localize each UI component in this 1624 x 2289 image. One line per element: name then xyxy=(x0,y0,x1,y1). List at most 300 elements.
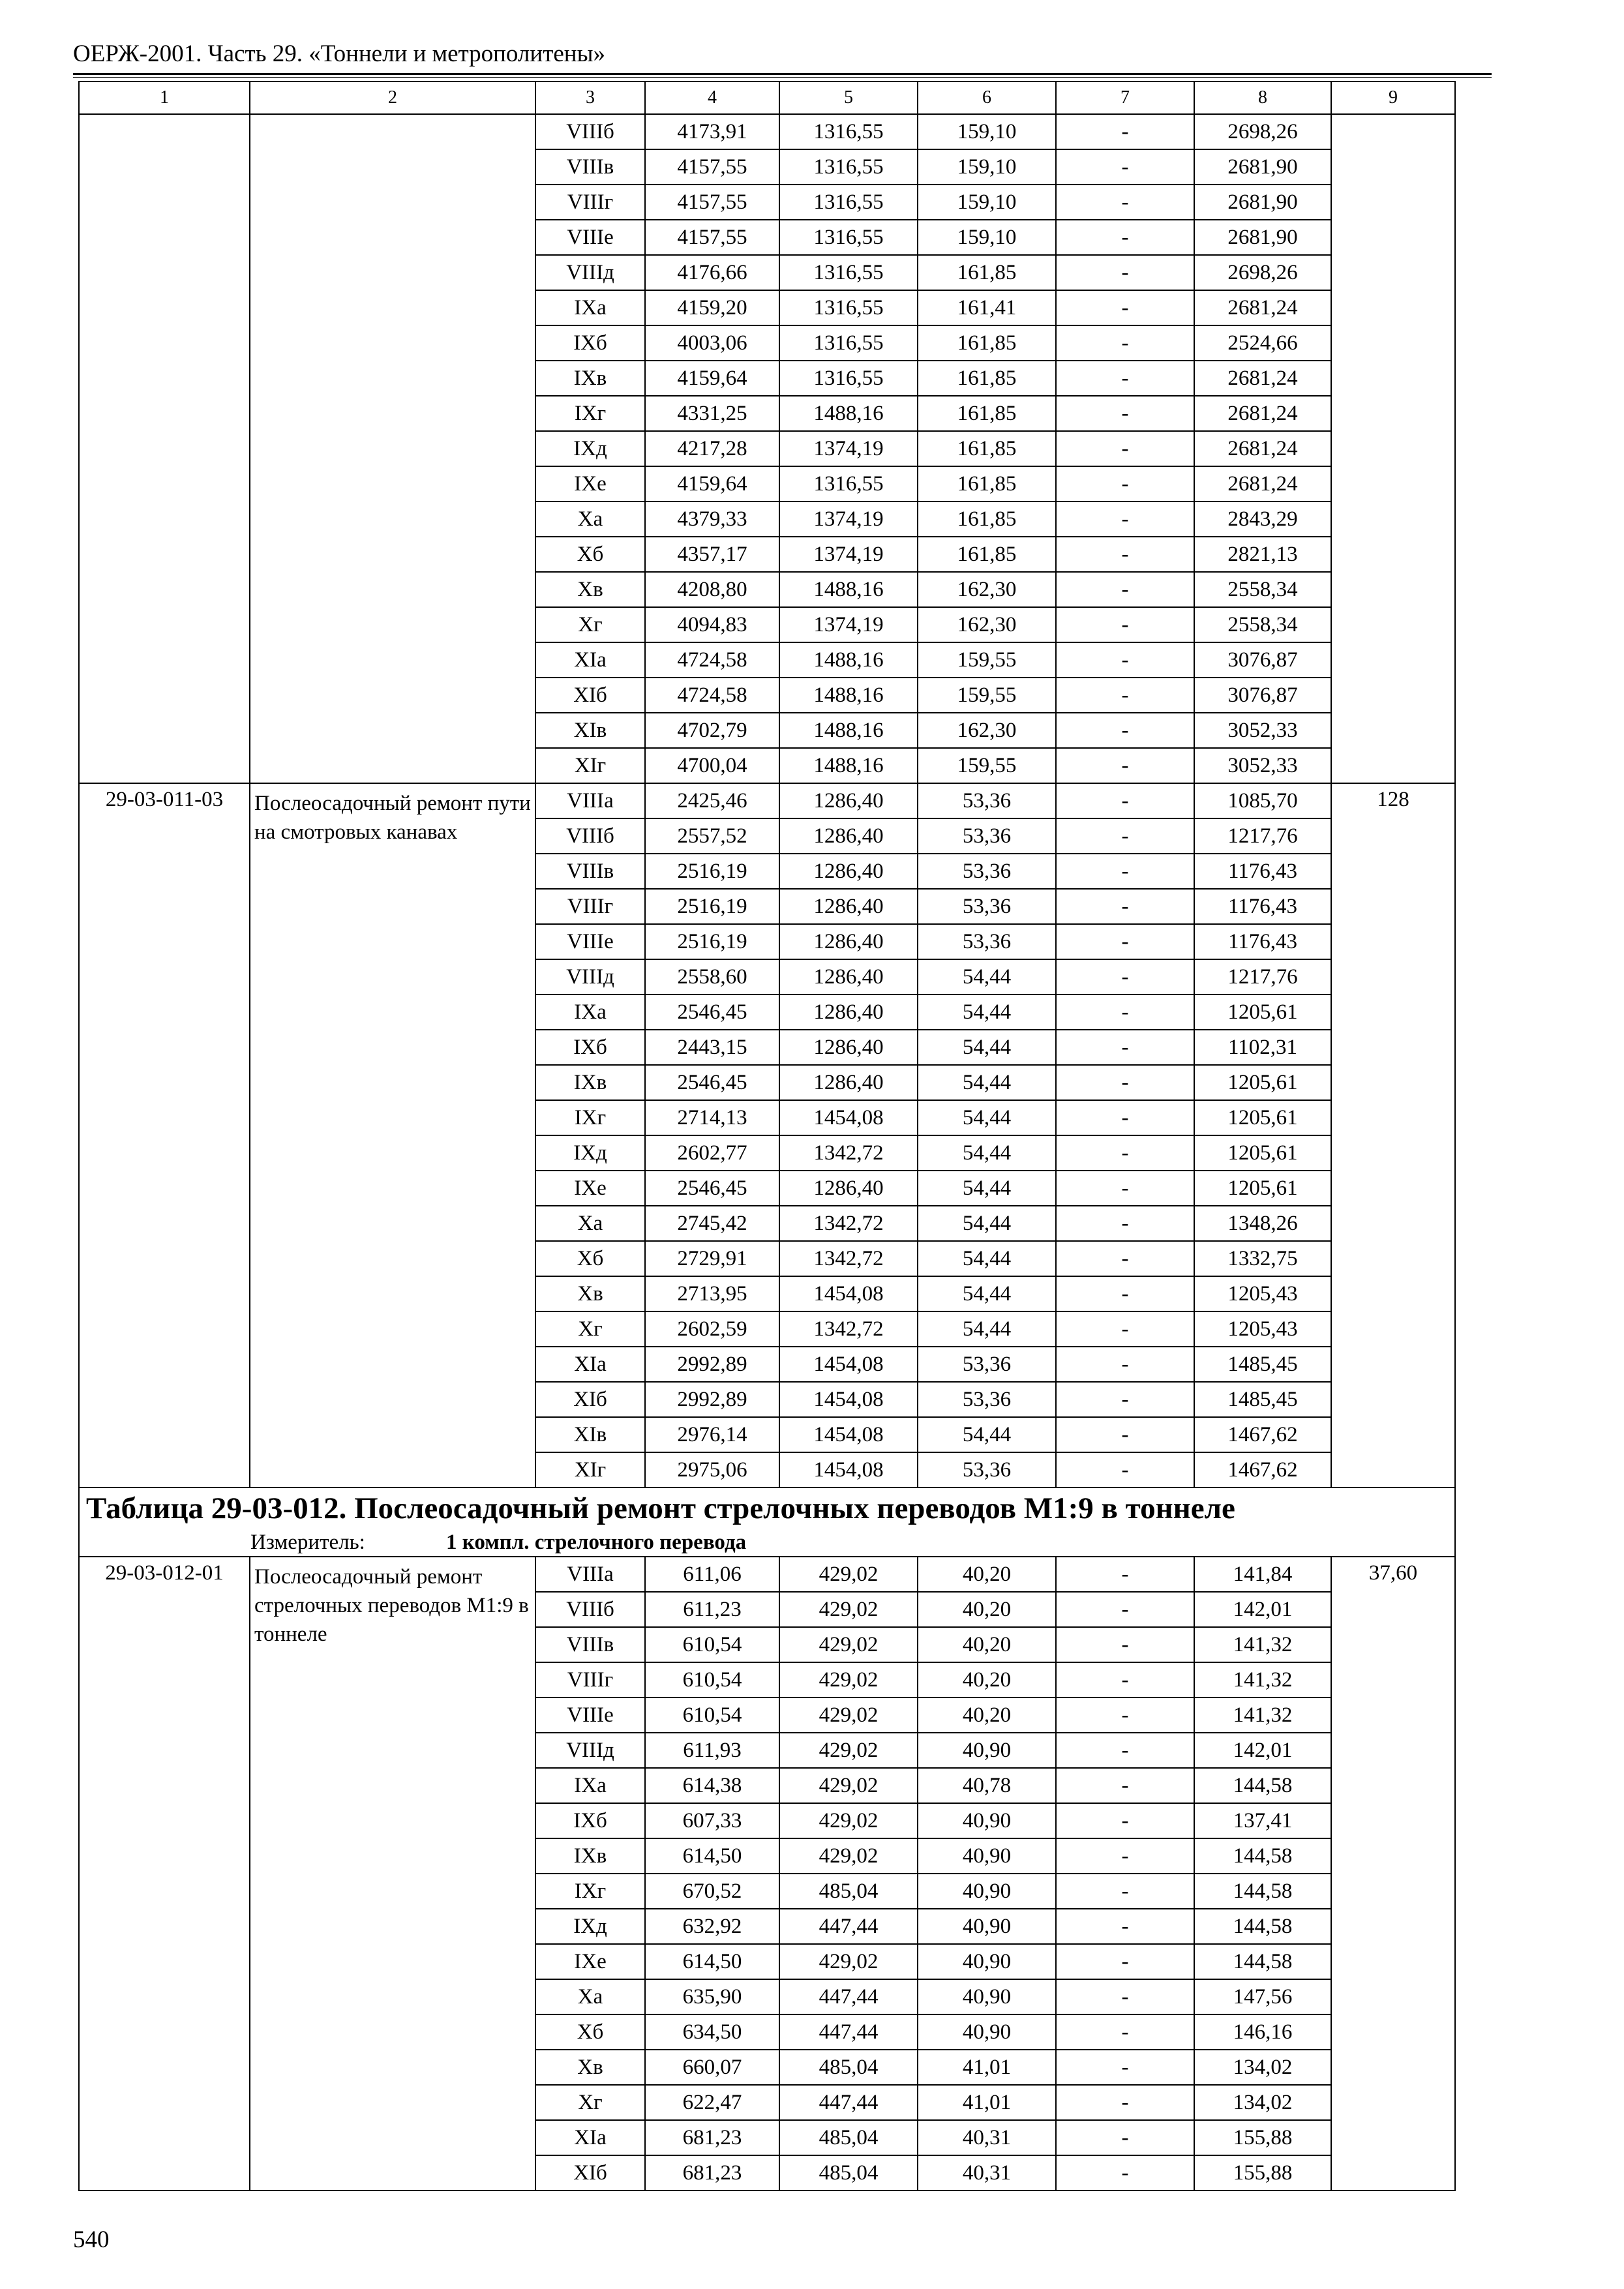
value-cell: 2557,52 xyxy=(645,818,779,854)
value-cell: 1316,55 xyxy=(779,220,918,255)
terrain-grade: Xа xyxy=(535,1979,645,2014)
value-cell: - xyxy=(1056,2155,1194,2191)
value-cell: 1374,19 xyxy=(779,431,918,466)
terrain-grade: XIв xyxy=(535,713,645,748)
terrain-grade: IXб xyxy=(535,1030,645,1065)
terrain-grade: IXа xyxy=(535,1768,645,1803)
rate-code: 29-03-011-03 xyxy=(79,783,250,1488)
value-cell: 40,31 xyxy=(918,2120,1056,2155)
terrain-grade: VIIIв xyxy=(535,149,645,185)
value-cell: 1205,43 xyxy=(1194,1311,1331,1347)
value-cell: 40,90 xyxy=(918,1979,1056,2014)
value-cell: 1342,72 xyxy=(779,1241,918,1276)
terrain-grade: VIIIб xyxy=(535,1592,645,1627)
value-cell: - xyxy=(1056,1944,1194,1979)
value-cell: 53,36 xyxy=(918,854,1056,889)
table-row xyxy=(79,1557,1455,1592)
value-cell: 4159,64 xyxy=(645,361,779,396)
terrain-grade: Xг xyxy=(535,2085,645,2120)
terrain-grade: IXг xyxy=(535,1874,645,1909)
value-cell: - xyxy=(1056,149,1194,185)
value-cell: 447,44 xyxy=(779,1909,918,1944)
value-cell: 2681,24 xyxy=(1194,466,1331,501)
value-cell: - xyxy=(1056,1627,1194,1662)
value-cell: 429,02 xyxy=(779,1733,918,1768)
value-cell: 611,06 xyxy=(645,1557,779,1592)
value-cell: 429,02 xyxy=(779,1944,918,1979)
value-cell: 144,58 xyxy=(1194,1768,1331,1803)
value-cell: 1205,61 xyxy=(1194,1171,1331,1206)
value-cell: 142,01 xyxy=(1194,1592,1331,1627)
value-cell: 1342,72 xyxy=(779,1206,918,1241)
value-cell: - xyxy=(1056,1382,1194,1417)
value-cell: - xyxy=(1056,255,1194,290)
value-cell: 1488,16 xyxy=(779,396,918,431)
value-cell: 1217,76 xyxy=(1194,959,1331,995)
value-cell: 1454,08 xyxy=(779,1100,918,1135)
value-cell: 54,44 xyxy=(918,1171,1056,1206)
work-description: Послеосадочный ремонт стрелочных переводов М1:9 в тоннеле xyxy=(250,1557,535,2191)
value-cell: 159,10 xyxy=(918,149,1056,185)
terrain-grade: IXе xyxy=(535,1944,645,1979)
column-number-row xyxy=(79,82,1455,114)
value-cell: 632,92 xyxy=(645,1909,779,1944)
value-cell: 2698,26 xyxy=(1194,114,1331,149)
value-cell: 4357,17 xyxy=(645,537,779,572)
value-cell: - xyxy=(1056,290,1194,325)
column-number: 9 xyxy=(1331,82,1455,114)
value-cell: - xyxy=(1056,854,1194,889)
terrain-grade: IXд xyxy=(535,1135,645,1171)
value-cell: 159,55 xyxy=(918,678,1056,713)
terrain-grade: Xв xyxy=(535,572,645,607)
table-row xyxy=(79,114,1455,149)
value-cell: 2713,95 xyxy=(645,1276,779,1311)
value-cell: 670,52 xyxy=(645,1874,779,1909)
value-cell: 485,04 xyxy=(779,2050,918,2085)
value-cell: 1316,55 xyxy=(779,255,918,290)
value-cell: 2425,46 xyxy=(645,783,779,818)
column-number: 8 xyxy=(1194,82,1331,114)
value-cell: 54,44 xyxy=(918,995,1056,1030)
value-cell: 1286,40 xyxy=(779,818,918,854)
value-cell: - xyxy=(1056,1874,1194,1909)
value-cell: 2681,90 xyxy=(1194,220,1331,255)
rate-code xyxy=(79,114,250,783)
value-cell: 1342,72 xyxy=(779,1135,918,1171)
value-cell: - xyxy=(1056,2120,1194,2155)
value-cell: - xyxy=(1056,431,1194,466)
terrain-grade: VIIIд xyxy=(535,1733,645,1768)
value-cell: 1454,08 xyxy=(779,1382,918,1417)
terrain-grade: XIб xyxy=(535,2155,645,2191)
value-cell: 1316,55 xyxy=(779,361,918,396)
value-cell: 1342,72 xyxy=(779,1311,918,1347)
value-cell: - xyxy=(1056,783,1194,818)
value-cell: 2524,66 xyxy=(1194,325,1331,361)
value-cell: 1485,45 xyxy=(1194,1382,1331,1417)
value-cell: 4176,66 xyxy=(645,255,779,290)
value-cell: 53,36 xyxy=(918,818,1056,854)
unit-cell xyxy=(79,1529,1455,1557)
terrain-grade: IXд xyxy=(535,1909,645,1944)
value-cell: 2698,26 xyxy=(1194,255,1331,290)
value-cell: 2729,91 xyxy=(645,1241,779,1276)
value-cell: 4157,55 xyxy=(645,185,779,220)
value-cell: 40,90 xyxy=(918,1803,1056,1838)
value-cell: 161,85 xyxy=(918,361,1056,396)
terrain-grade: IXд xyxy=(535,431,645,466)
value-cell: - xyxy=(1056,748,1194,783)
value-cell: 4702,79 xyxy=(645,713,779,748)
value-cell: 4208,80 xyxy=(645,572,779,607)
terrain-grade: XIг xyxy=(535,1452,645,1488)
value-cell: 53,36 xyxy=(918,1452,1056,1488)
value-cell: 2546,45 xyxy=(645,1065,779,1100)
value-cell: 40,90 xyxy=(918,2014,1056,2050)
unit-row xyxy=(79,1529,1455,1557)
value-cell: - xyxy=(1056,1100,1194,1135)
value-cell: 4379,33 xyxy=(645,501,779,537)
value-cell: 485,04 xyxy=(779,2155,918,2191)
value-cell: 161,85 xyxy=(918,396,1056,431)
value-cell: 429,02 xyxy=(779,1592,918,1627)
value-cell: 146,16 xyxy=(1194,2014,1331,2050)
value-cell: - xyxy=(1056,2014,1194,2050)
value-cell: 144,58 xyxy=(1194,1944,1331,1979)
value-cell: 1374,19 xyxy=(779,501,918,537)
value-cell: - xyxy=(1056,1135,1194,1171)
value-cell: 1316,55 xyxy=(779,114,918,149)
value-cell: 1467,62 xyxy=(1194,1452,1331,1488)
value-cell: 429,02 xyxy=(779,1803,918,1838)
terrain-grade: IXв xyxy=(535,1065,645,1100)
terrain-grade: XIб xyxy=(535,678,645,713)
value-cell: - xyxy=(1056,1662,1194,1698)
value-cell: 2558,34 xyxy=(1194,572,1331,607)
value-cell: 159,10 xyxy=(918,185,1056,220)
value-cell: 4700,04 xyxy=(645,748,779,783)
value-cell: 40,31 xyxy=(918,2155,1056,2191)
column-number: 6 xyxy=(918,82,1056,114)
value-cell: - xyxy=(1056,325,1194,361)
value-cell: 159,55 xyxy=(918,748,1056,783)
terrain-grade: VIIIв xyxy=(535,854,645,889)
terrain-grade: VIIIг xyxy=(535,1662,645,1698)
column-number: 3 xyxy=(535,82,645,114)
value-cell: 1488,16 xyxy=(779,572,918,607)
column-number: 2 xyxy=(250,82,535,114)
value-cell: - xyxy=(1056,2050,1194,2085)
value-cell: 54,44 xyxy=(918,1065,1056,1100)
value-cell: 2976,14 xyxy=(645,1417,779,1452)
value-cell: - xyxy=(1056,642,1194,678)
value-cell: 2602,77 xyxy=(645,1135,779,1171)
value-cell: - xyxy=(1056,1417,1194,1452)
value-cell: 2558,34 xyxy=(1194,607,1331,642)
value-cell: - xyxy=(1056,114,1194,149)
value-cell: 2443,15 xyxy=(645,1030,779,1065)
value-cell: 4724,58 xyxy=(645,678,779,713)
value-cell: 1332,75 xyxy=(1194,1241,1331,1276)
value-cell: 1286,40 xyxy=(779,995,918,1030)
value-cell: - xyxy=(1056,1241,1194,1276)
value-cell: 614,50 xyxy=(645,1838,779,1874)
value-cell: - xyxy=(1056,2085,1194,2120)
value-cell: 2558,60 xyxy=(645,959,779,995)
value-cell: 2821,13 xyxy=(1194,537,1331,572)
value-cell: 1205,61 xyxy=(1194,1100,1331,1135)
value-cell: 429,02 xyxy=(779,1627,918,1662)
column-number: 7 xyxy=(1056,82,1194,114)
value-cell: 681,23 xyxy=(645,2155,779,2191)
rate-code: 29-03-012-01 xyxy=(79,1557,250,2191)
value-cell: 2681,90 xyxy=(1194,185,1331,220)
value-cell: 53,36 xyxy=(918,1382,1056,1417)
terrain-grade: IXб xyxy=(535,325,645,361)
value-cell: - xyxy=(1056,678,1194,713)
value-cell: 40,20 xyxy=(918,1627,1056,1662)
value-cell: 2516,19 xyxy=(645,854,779,889)
value-cell: 40,78 xyxy=(918,1768,1056,1803)
value-cell: 141,32 xyxy=(1194,1698,1331,1733)
value-cell: 134,02 xyxy=(1194,2050,1331,2085)
value-cell: 159,55 xyxy=(918,642,1056,678)
value-cell: 3052,33 xyxy=(1194,748,1331,783)
value-cell: 40,20 xyxy=(918,1662,1056,1698)
value-cell: 622,47 xyxy=(645,2085,779,2120)
value-cell: 429,02 xyxy=(779,1557,918,1592)
value-cell: 142,01 xyxy=(1194,1733,1331,1768)
terrain-grade: VIIIб xyxy=(535,818,645,854)
value-cell: 1205,61 xyxy=(1194,1135,1331,1171)
value-cell: 4159,20 xyxy=(645,290,779,325)
value-cell: 1488,16 xyxy=(779,748,918,783)
value-cell: 1286,40 xyxy=(779,889,918,924)
value-cell: - xyxy=(1056,959,1194,995)
terrain-grade: IXг xyxy=(535,396,645,431)
value-cell: 485,04 xyxy=(779,2120,918,2155)
value-cell: 1454,08 xyxy=(779,1417,918,1452)
value-cell: 54,44 xyxy=(918,959,1056,995)
value-cell: 141,32 xyxy=(1194,1627,1331,1662)
terrain-grade: Xг xyxy=(535,1311,645,1347)
value-cell: 1454,08 xyxy=(779,1452,918,1488)
value-cell: 1286,40 xyxy=(779,1171,918,1206)
terrain-grade: VIIIв xyxy=(535,1627,645,1662)
value-cell: - xyxy=(1056,572,1194,607)
value-cell: - xyxy=(1056,361,1194,396)
column-9-value xyxy=(1331,114,1455,783)
value-cell: 611,23 xyxy=(645,1592,779,1627)
terrain-grade: IXе xyxy=(535,1171,645,1206)
value-cell: 660,07 xyxy=(645,2050,779,2085)
value-cell: 53,36 xyxy=(918,1347,1056,1382)
value-cell: - xyxy=(1056,1171,1194,1206)
value-cell: 634,50 xyxy=(645,2014,779,2050)
value-cell: 1286,40 xyxy=(779,1065,918,1100)
terrain-grade: VIIIе xyxy=(535,1698,645,1733)
header-rule-thin xyxy=(73,77,1492,78)
value-cell: 1217,76 xyxy=(1194,818,1331,854)
value-cell: 1205,43 xyxy=(1194,1276,1331,1311)
value-cell: 134,02 xyxy=(1194,2085,1331,2120)
value-cell: 161,85 xyxy=(918,325,1056,361)
value-cell: 2714,13 xyxy=(645,1100,779,1135)
value-cell: 40,90 xyxy=(918,1733,1056,1768)
value-cell: 162,30 xyxy=(918,713,1056,748)
value-cell: 2546,45 xyxy=(645,1171,779,1206)
value-cell: 1454,08 xyxy=(779,1347,918,1382)
value-cell: 1176,43 xyxy=(1194,889,1331,924)
value-cell: 54,44 xyxy=(918,1241,1056,1276)
terrain-grade: Xв xyxy=(535,2050,645,2085)
terrain-grade: IXв xyxy=(535,361,645,396)
value-cell: 54,44 xyxy=(918,1311,1056,1347)
value-cell: 1454,08 xyxy=(779,1276,918,1311)
value-cell: 1374,19 xyxy=(779,607,918,642)
value-cell: - xyxy=(1056,466,1194,501)
terrain-grade: VIIIб xyxy=(535,114,645,149)
table-title-row xyxy=(79,1488,1455,1529)
value-cell: 447,44 xyxy=(779,2014,918,2050)
value-cell: 614,38 xyxy=(645,1768,779,1803)
value-cell: 2602,59 xyxy=(645,1311,779,1347)
value-cell: 429,02 xyxy=(779,1698,918,1733)
value-cell: - xyxy=(1056,607,1194,642)
value-cell: - xyxy=(1056,1909,1194,1944)
value-cell: 4217,28 xyxy=(645,431,779,466)
value-cell: - xyxy=(1056,1557,1194,1592)
value-cell: 4157,55 xyxy=(645,220,779,255)
value-cell: 2516,19 xyxy=(645,889,779,924)
value-cell: 2546,45 xyxy=(645,995,779,1030)
terrain-grade: VIIIе xyxy=(535,924,645,959)
value-cell: 1205,61 xyxy=(1194,1065,1331,1100)
value-cell: 4157,55 xyxy=(645,149,779,185)
value-cell: 1176,43 xyxy=(1194,854,1331,889)
value-cell: - xyxy=(1056,1206,1194,1241)
value-cell: 3076,87 xyxy=(1194,678,1331,713)
terrain-grade: VIIIг xyxy=(535,889,645,924)
value-cell: - xyxy=(1056,818,1194,854)
terrain-grade: IXа xyxy=(535,290,645,325)
value-cell: 447,44 xyxy=(779,2085,918,2120)
unit-label: Измеритель: xyxy=(250,1530,365,1554)
value-cell: 4724,58 xyxy=(645,642,779,678)
value-cell: 161,41 xyxy=(918,290,1056,325)
value-cell: 155,88 xyxy=(1194,2155,1331,2191)
value-cell: 2975,06 xyxy=(645,1452,779,1488)
value-cell: 1316,55 xyxy=(779,466,918,501)
value-cell: 159,10 xyxy=(918,220,1056,255)
value-cell: 161,85 xyxy=(918,431,1056,466)
value-cell: 2681,24 xyxy=(1194,431,1331,466)
value-cell: 144,58 xyxy=(1194,1838,1331,1874)
value-cell: 2681,24 xyxy=(1194,396,1331,431)
terrain-grade: IXв xyxy=(535,1838,645,1874)
value-cell: 429,02 xyxy=(779,1838,918,1874)
value-cell: 2992,89 xyxy=(645,1347,779,1382)
value-cell: 681,23 xyxy=(645,2120,779,2155)
terrain-grade: VIIIа xyxy=(535,1557,645,1592)
column-9-value: 128 xyxy=(1331,783,1455,1488)
value-cell: 1102,31 xyxy=(1194,1030,1331,1065)
unit-value: 1 компл. стрелочного перевода xyxy=(446,1530,747,1554)
value-cell: 40,90 xyxy=(918,1944,1056,1979)
value-cell: 611,93 xyxy=(645,1733,779,1768)
value-cell: 53,36 xyxy=(918,924,1056,959)
value-cell: - xyxy=(1056,1838,1194,1874)
value-cell: 54,44 xyxy=(918,1100,1056,1135)
value-cell: 159,10 xyxy=(918,114,1056,149)
value-cell: 1316,55 xyxy=(779,185,918,220)
terrain-grade: XIа xyxy=(535,642,645,678)
value-cell: 614,50 xyxy=(645,1944,779,1979)
value-cell: 1176,43 xyxy=(1194,924,1331,959)
value-cell: 144,58 xyxy=(1194,1909,1331,1944)
value-cell: - xyxy=(1056,396,1194,431)
work-description xyxy=(250,114,535,783)
value-cell: 3076,87 xyxy=(1194,642,1331,678)
value-cell: 54,44 xyxy=(918,1276,1056,1311)
value-cell: 54,44 xyxy=(918,1030,1056,1065)
value-cell: 1085,70 xyxy=(1194,783,1331,818)
terrain-grade: Xв xyxy=(535,1276,645,1311)
value-cell: - xyxy=(1056,1979,1194,2014)
value-cell: 54,44 xyxy=(918,1417,1056,1452)
value-cell: 41,01 xyxy=(918,2050,1056,2085)
value-cell: 2681,24 xyxy=(1194,290,1331,325)
value-cell: 53,36 xyxy=(918,889,1056,924)
value-cell: 141,84 xyxy=(1194,1557,1331,1592)
value-cell: 4003,06 xyxy=(645,325,779,361)
value-cell: 607,33 xyxy=(645,1803,779,1838)
value-cell: 40,90 xyxy=(918,1874,1056,1909)
value-cell: 1286,40 xyxy=(779,783,918,818)
value-cell: - xyxy=(1056,1733,1194,1768)
value-cell: - xyxy=(1056,1768,1194,1803)
value-cell: 161,85 xyxy=(918,501,1056,537)
value-cell: - xyxy=(1056,995,1194,1030)
value-cell: 147,56 xyxy=(1194,1979,1331,2014)
value-cell: 162,30 xyxy=(918,607,1056,642)
value-cell: 40,90 xyxy=(918,1838,1056,1874)
terrain-grade: Xб xyxy=(535,2014,645,2050)
value-cell: 2681,24 xyxy=(1194,361,1331,396)
value-cell: 1488,16 xyxy=(779,642,918,678)
value-cell: 54,44 xyxy=(918,1206,1056,1241)
value-cell: - xyxy=(1056,1276,1194,1311)
terrain-grade: Xб xyxy=(535,537,645,572)
value-cell: 1286,40 xyxy=(779,959,918,995)
column-number: 5 xyxy=(779,82,918,114)
terrain-grade: IXб xyxy=(535,1803,645,1838)
terrain-grade: XIб xyxy=(535,1382,645,1417)
terrain-grade: XIа xyxy=(535,1347,645,1382)
terrain-grade: IXе xyxy=(535,466,645,501)
value-cell: 4159,64 xyxy=(645,466,779,501)
value-cell: 4094,83 xyxy=(645,607,779,642)
value-cell: 1348,26 xyxy=(1194,1206,1331,1241)
value-cell: - xyxy=(1056,1065,1194,1100)
terrain-grade: XIа xyxy=(535,2120,645,2155)
terrain-grade: VIIIг xyxy=(535,185,645,220)
terrain-grade: VIIIд xyxy=(535,255,645,290)
value-cell: - xyxy=(1056,220,1194,255)
value-cell: 155,88 xyxy=(1194,2120,1331,2155)
value-cell: 1205,61 xyxy=(1194,995,1331,1030)
